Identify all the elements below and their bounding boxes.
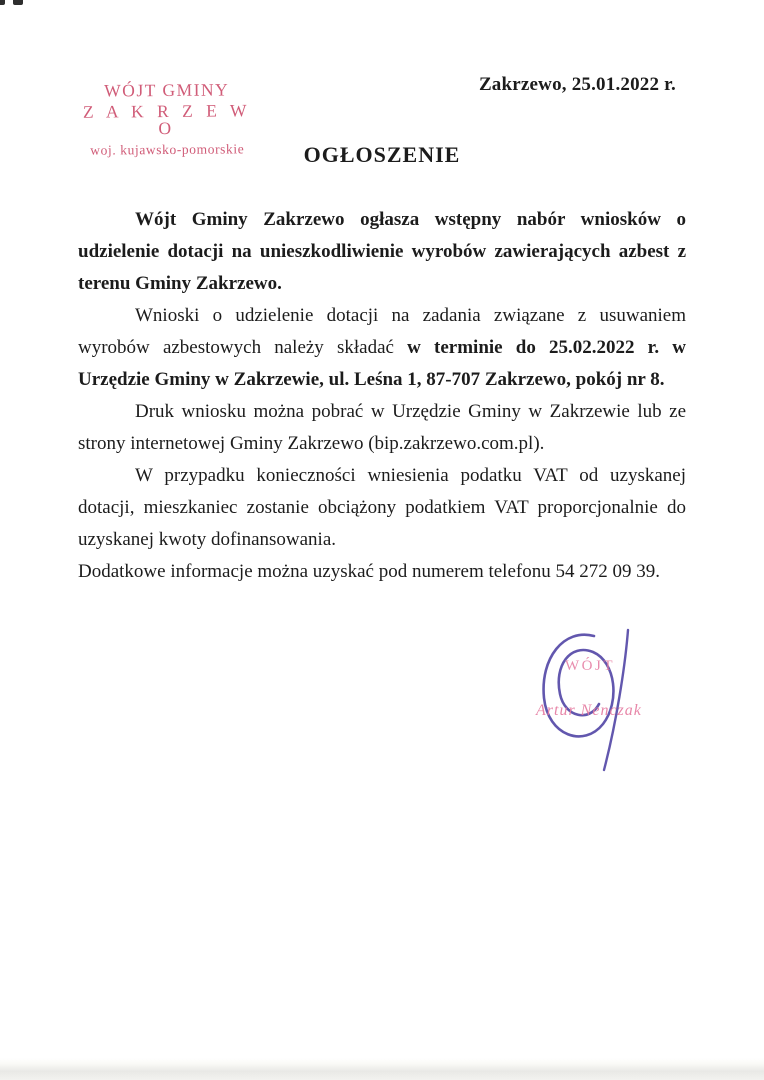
- body-paragraph: [78, 556, 686, 588]
- stamp-locality: Z A K R Z E W O: [82, 99, 252, 139]
- paragraph-text: Wnioski o udzielenie dotacji na zadania związane z usuwaniem wyrobów azbestowych należy składać: [78, 305, 686, 358]
- document-body: [78, 204, 686, 588]
- signature-scribble: [532, 626, 662, 776]
- document-title: OGŁOSZENIE: [303, 142, 461, 167]
- scan-artifact-speck: [0, 0, 5, 5]
- signature-block: [520, 620, 700, 780]
- paragraph-text-bold: w terminie do 25.02.2022 r. w Urzędzie Gminy w Zakrzewie, ul. Leśna 1, 87-707 Zakrzewo, pokój nr 8.: [78, 337, 686, 390]
- stamp-office-name: WÓJT GMINY: [104, 79, 230, 101]
- body-paragraph: [78, 300, 686, 396]
- date-line: Zakrzewo, 25.01.2022 r.: [478, 74, 676, 95]
- paragraph-text: Dodatkowe informacje można uzyskać pod numerem telefonu 54 272 09 39.: [78, 561, 660, 582]
- body-paragraph: [78, 204, 686, 300]
- paragraph-text: W przypadku konieczności wniesienia podatku VAT od uzyskanej dotacji, mieszkaniec zostanie obciążony podatkiem VAT proporcjonalnie do uzyskanej kwoty dofinansowania.: [78, 465, 686, 550]
- paragraph-text: Druk wniosku można pobrać w Urzędzie Gminy w Zakrzewie lub ze strony internetowej Gminy Zakrzewo (bip.zakrzewo.com.pl).: [78, 401, 686, 454]
- body-paragraph: [78, 396, 686, 460]
- signature-name-stamp: Artur Nenczak: [536, 702, 642, 719]
- scan-edge-strip: [0, 1058, 764, 1080]
- signature-role-stamp: WÓJT: [565, 658, 615, 674]
- stamp-voivodeship: woj. kujawsko-pomorskie: [90, 140, 245, 158]
- paragraph-text: Wójt Gminy Zakrzewo ogłasza wstępny nabór wniosków o udzielenie dotacji na unieszkodliwienie wyrobów zawierających azbest z terenu Gminy Zakrzewo.: [78, 209, 686, 294]
- body-paragraph: [78, 460, 686, 556]
- scan-artifact-speck: [13, 0, 23, 5]
